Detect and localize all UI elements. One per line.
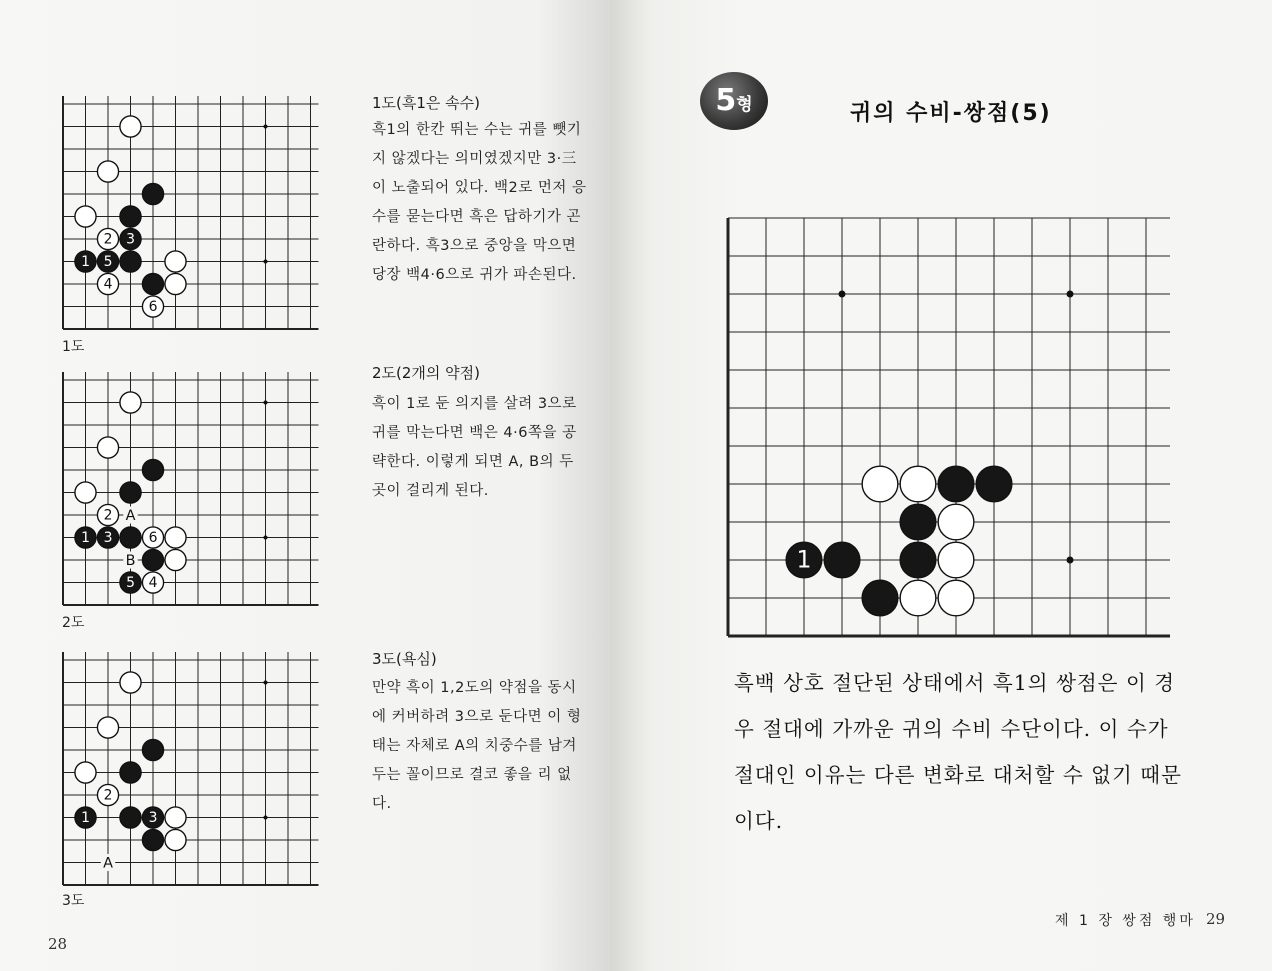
main-commentary: 흑백 상호 절단된 상태에서 흑1의 쌍점은 이 경우 절대에 가까운 귀의 수비 수단이다. 이 수가 절대인 이유는 다른 변화로 대처할 수 없기 때문이다. [734,671,1182,833]
point-letter-label: A [125,507,136,524]
black-stone [142,549,163,570]
black-stone [142,739,163,760]
right-page [610,0,1272,971]
white-stone [938,504,974,540]
white-stone [165,829,186,850]
white-stone [97,437,118,458]
move-number-label: 6 [148,299,158,315]
white-stone [75,762,96,783]
white-stone [938,542,974,578]
move-number-label: 1 [796,545,812,574]
caption-body-1: 흑1의 한칸 뛰는 수는 귀를 뺏기지 않겠다는 의미였겠지만 3·三이 노출되어 있다. 백2로 먼저 응수를 묻는다면 흑은 답하기가 곤란하다. 흑3으로 중앙을 막으면 당장 백4·6으로 귀가 파손된다. [372,122,587,283]
point-letter-label: A [103,855,113,872]
black-stone [120,527,141,548]
star-point [264,125,268,129]
go-board-diagram-1 [60,96,318,332]
pattern-badge-suffix: 형 [736,95,753,115]
move-number-label: 1 [81,810,90,826]
move-number-label: 2 [103,787,113,804]
black-stone [120,762,141,783]
star-point [264,401,268,405]
white-stone [165,251,186,272]
white-stone [120,672,141,693]
move-number-label: 3 [126,231,135,248]
black-stone [862,580,898,616]
black-stone [142,829,163,850]
figure-label-1: 1도 [62,339,85,355]
white-stone [75,482,96,503]
move-number-label: 3 [148,810,158,826]
star-point [1067,557,1074,564]
move-number-label: 2 [103,231,113,248]
point-letter-label: B [125,552,136,569]
figure-label-3: 3도 [62,893,85,909]
move-number-label: 1 [81,530,90,546]
white-stone [165,549,186,570]
white-stone [165,273,186,294]
black-stone [976,466,1012,502]
pattern-badge-number: 5 [715,83,737,118]
white-stone [900,580,936,616]
figure-label-2: 2도 [62,615,85,631]
page-number-left: 28 [48,935,68,953]
white-stone [862,466,898,502]
go-board-diagram-3 [60,652,318,888]
move-number-label: 5 [103,254,113,270]
star-point [264,816,268,820]
black-stone [142,459,163,480]
black-stone [120,807,141,828]
black-stone [120,206,141,227]
white-stone [120,116,141,137]
page-number-right: 29 [1206,910,1226,928]
white-stone [165,807,186,828]
white-stone [75,206,96,227]
page-title: 귀의 수비-쌍점(5) [850,101,1052,126]
black-stone [900,504,936,540]
white-stone [97,161,118,182]
white-stone [165,527,186,548]
star-point [839,291,846,298]
white-stone [938,580,974,616]
black-stone [142,273,163,294]
move-number-label: 1 [81,254,90,270]
move-number-label: 2 [103,507,113,524]
star-point [264,260,268,264]
move-number-label: 6 [148,530,158,546]
black-stone [900,542,936,578]
star-point [1067,291,1074,298]
running-header: 제 1 장 쌍점 행마 [1055,913,1196,929]
white-stone [120,392,141,413]
black-stone [824,542,860,578]
pattern-badge [700,72,768,130]
black-stone [938,466,974,502]
move-number-label: 4 [148,575,158,591]
star-point [264,681,268,685]
move-number-label: 3 [103,530,113,546]
left-page [0,0,610,971]
go-board-diagram-2 [60,372,318,608]
star-point [264,536,268,540]
caption-title-1: 1도(흑1은 속수) [372,94,481,112]
move-number-label: 4 [103,276,113,293]
white-stone [900,466,936,502]
white-stone [97,717,118,738]
caption-body-2: 흑이 1로 둔 의지를 살려 3으로 귀를 막는다면 백은 4·6쪽을 공략한다. 이렇게 되면 A, B의 두 곳이 걸리게 된다. [372,396,577,499]
caption-body-3: 만약 흑이 1,2도의 약점을 동시에 커버하려 3으로 둔다면 이 형태는 자체로 A의 치중수를 남겨두는 꼴이므로 결코 좋을 리 없다. [372,680,582,812]
black-stone [120,482,141,503]
black-stone [120,251,141,272]
move-number-label: 5 [126,575,135,591]
caption-title-2: 2도(2개의 약점) [372,364,481,382]
caption-title-3: 3도(욕심) [372,650,437,668]
go-board-main-diagram [718,222,1178,634]
black-stone [142,183,163,204]
